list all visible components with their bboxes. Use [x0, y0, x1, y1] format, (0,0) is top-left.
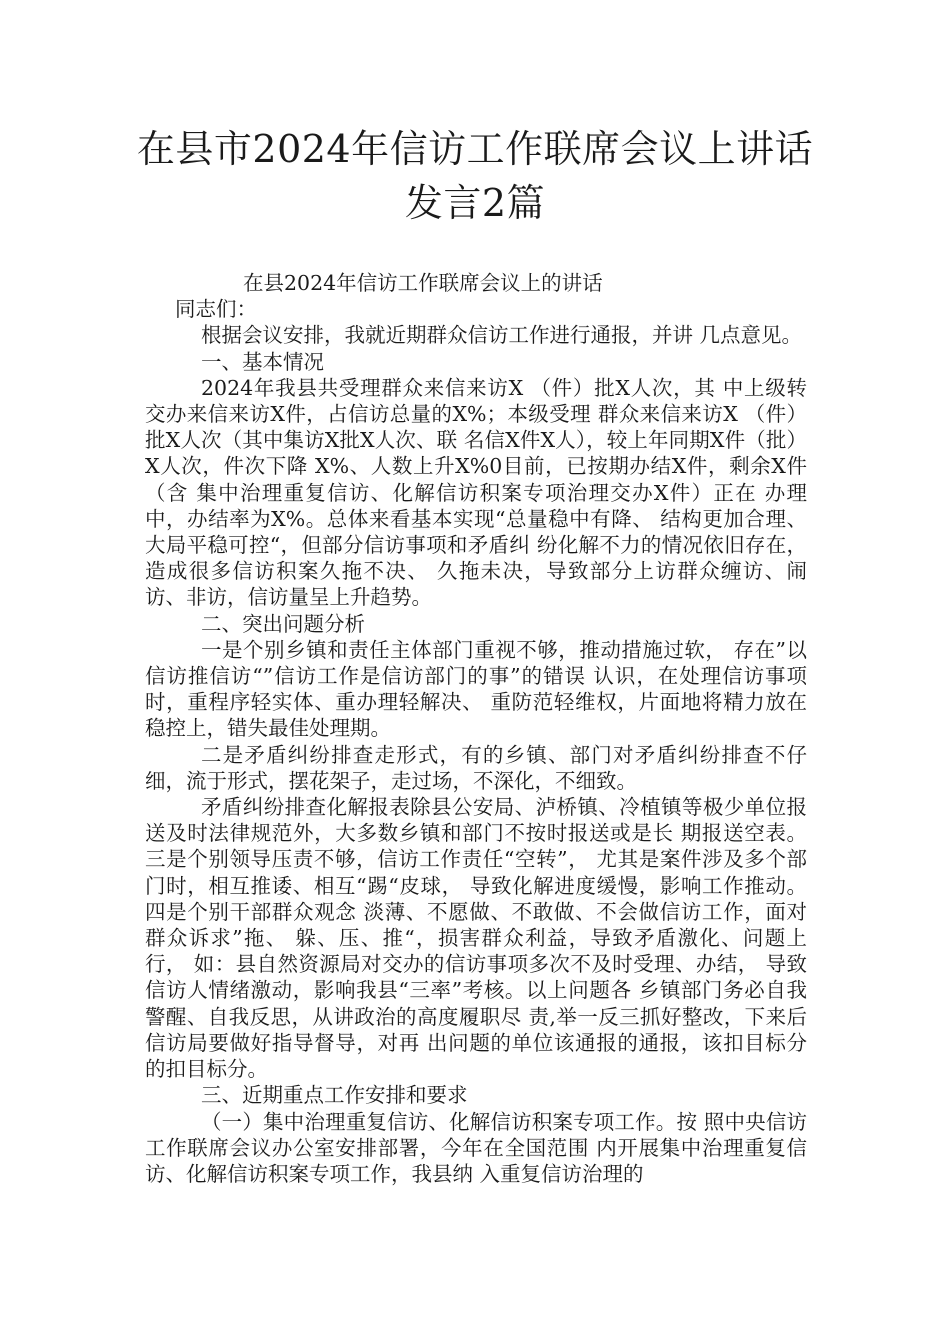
- section2-heading: 二、突出问题分析: [201, 611, 365, 636]
- section1-heading: 一、基本情况: [201, 349, 324, 374]
- document-body: [145, 270, 807, 1187]
- salutation: 同志们：: [175, 297, 257, 322]
- section2-paragraph-3: 矛盾纠纷排查化解报表除县公安局、泸桥镇、冷植镇等极少单位报送及时法律规范外，大多数乡镇和部门不按时报送或是长 期报送空表。三是个别领导压责不够，信访工作责任“空转”， 尤其是案件涉及多个部门时，相互推诿、相互“踢“皮球， 导致化解进度缓慢，影响工作推动。四是个别干部群众观念 淡薄、不愿做、不敢做、不会做信访工作，面对群众诉求”拖、 躲、压、推“，损害群众利益，导致矛盾激化、问题上行， 如：县自然资源局对交办的信访事项多次不及时受理、办结， 导致信访人情绪激动，影响我县“三率”考核。以上问题各 乡镇部门务必自我警醒、自我反思，从讲政治的高度履职尽 责,举一反三抓好整改，下来后信访局要做好指导督导，对再 出问题的单位该通报的通报，该扣目标分的扣目标分。: [145, 795, 807, 1082]
- speech-title: 在县2024年信访工作联席会议上的讲话: [243, 271, 603, 295]
- section2-paragraph-1: 一是个别乡镇和责任主体部门重视不够，推动措施过软， 存在”以信访推信访“”信访工作是信访部门的事”的错误 认识，在处理信访事项时，重程序轻实体、重办理轻解决、 重防范轻维权，片面地将精力放在稳控上，错失最佳处理期。: [145, 637, 807, 741]
- intro-paragraph: 根据会议安排，我就近期群众信访工作进行通报，并讲 几点意见。: [201, 323, 803, 348]
- document-title: 在县市2024年信访工作联席会议上讲话发言2篇: [136, 127, 814, 225]
- section2-paragraph-2: 二是矛盾纠纷排查走形式，有的乡镇、部门对矛盾纠纷排查不仔细，流于形式，摆花架子，走过场，不深化，不细致。: [145, 742, 807, 793]
- section3-paragraph-1: （一）集中治理重复信访、化解信访积案专项工作。按 照中央信访工作联席会议办公室安排部署，今年在全国范围 内开展集中治理重复信访、化解信访积案专项工作，我县纳 入重复信访治理的: [145, 1109, 807, 1186]
- section3-heading: 三、近期重点工作安排和要求: [201, 1083, 468, 1108]
- section1-paragraph: 2024年我县共受理群众来信来访X （件）批X人次，其 中上级转交办来信来访X件，占信访总量的X%；本级受理 群众来信来访X （件）批X人次（其中集访X批X人次、联 名信X件X人），较上年同期X件（批）X人次，件次下降 X%、人数上升X%0目前，已按期办结X件，剩余X件（含 集中治理重复信访、化解信访积案专项治理交办X件）正在 办理中，办结率为X%。总体来看基本实现“总量稳中有降、 结构更加合理、大局平稳可控“，但部分信访事项和矛盾纠 纷化解不力的情况依旧存在，造成很多信访积案久拖不决、 久拖未决，导致部分上访群众缠访、闹访、非访，信访量呈上升趋势。: [145, 375, 807, 610]
